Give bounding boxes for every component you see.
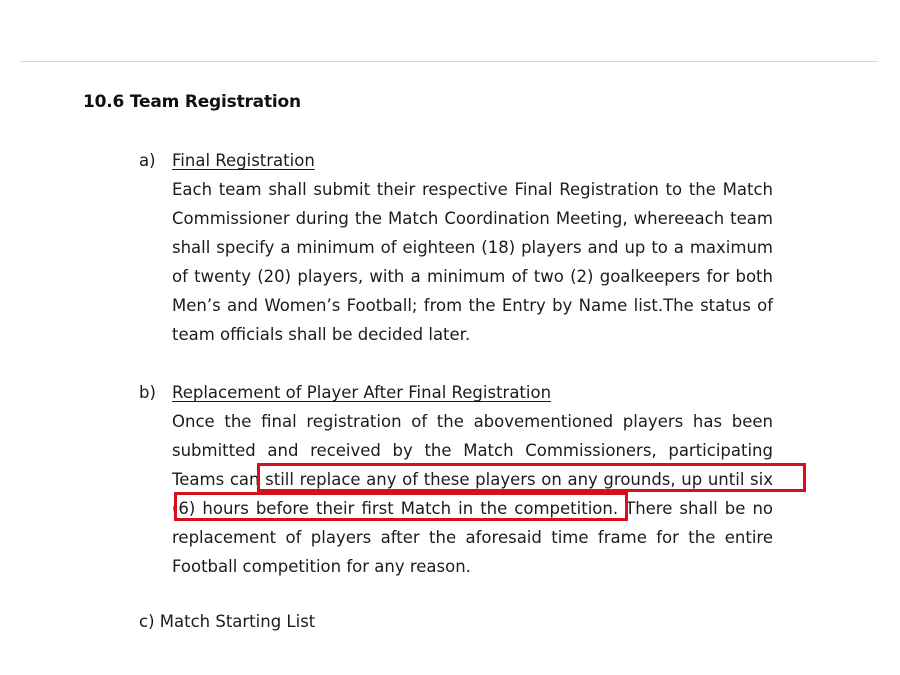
paragraph-line: Once the final registration of the abovementioned players has been bbox=[172, 412, 773, 431]
item-marker-a: a) bbox=[139, 151, 156, 170]
highlight-box-six-hours bbox=[174, 492, 628, 521]
paragraph-line: of twenty (20) players, with a minimum of two (2) goalkeepers for both bbox=[172, 267, 773, 286]
clipped-next-item bbox=[139, 611, 779, 631]
paragraph-line: (6) hours before their first Match in the competition. There shall be no bbox=[172, 499, 773, 518]
section-title: 10.6 Team Registration bbox=[83, 92, 301, 112]
paragraph-line: Football competition for any reason. bbox=[172, 557, 471, 576]
paragraph-line: team officials shall be decided later. bbox=[172, 325, 471, 344]
paragraph-line: Teams can still replace any of these players on any grounds, up until six bbox=[172, 470, 773, 489]
paragraph-line: Men’s and Women’s Football; from the Entry by Name list.The status of bbox=[172, 296, 773, 315]
paragraph-line: submitted and received by the Match Commissioners, participating bbox=[172, 441, 773, 460]
item-marker-b: b) bbox=[139, 383, 156, 402]
page-divider bbox=[20, 61, 878, 62]
paragraph-line: shall specify a minimum of eighteen (18) players and up to a maximum bbox=[172, 238, 773, 257]
item-heading-replacement-of-player: Replacement of Player After Final Registration bbox=[172, 383, 552, 402]
paragraph-line: Commissioner during the Match Coordination Meeting, whereeach team bbox=[172, 209, 773, 228]
item-heading-final-registration: Final Registration bbox=[172, 151, 315, 170]
paragraph-line: Each team shall submit their respective Final Registration to the Match bbox=[172, 180, 773, 199]
paragraph-line: replacement of players after the aforesaid time frame for the entire bbox=[172, 528, 773, 547]
highlight-box-replace-players bbox=[257, 463, 806, 492]
clipped-next-item-text: c) Match Starting List bbox=[139, 612, 316, 631]
